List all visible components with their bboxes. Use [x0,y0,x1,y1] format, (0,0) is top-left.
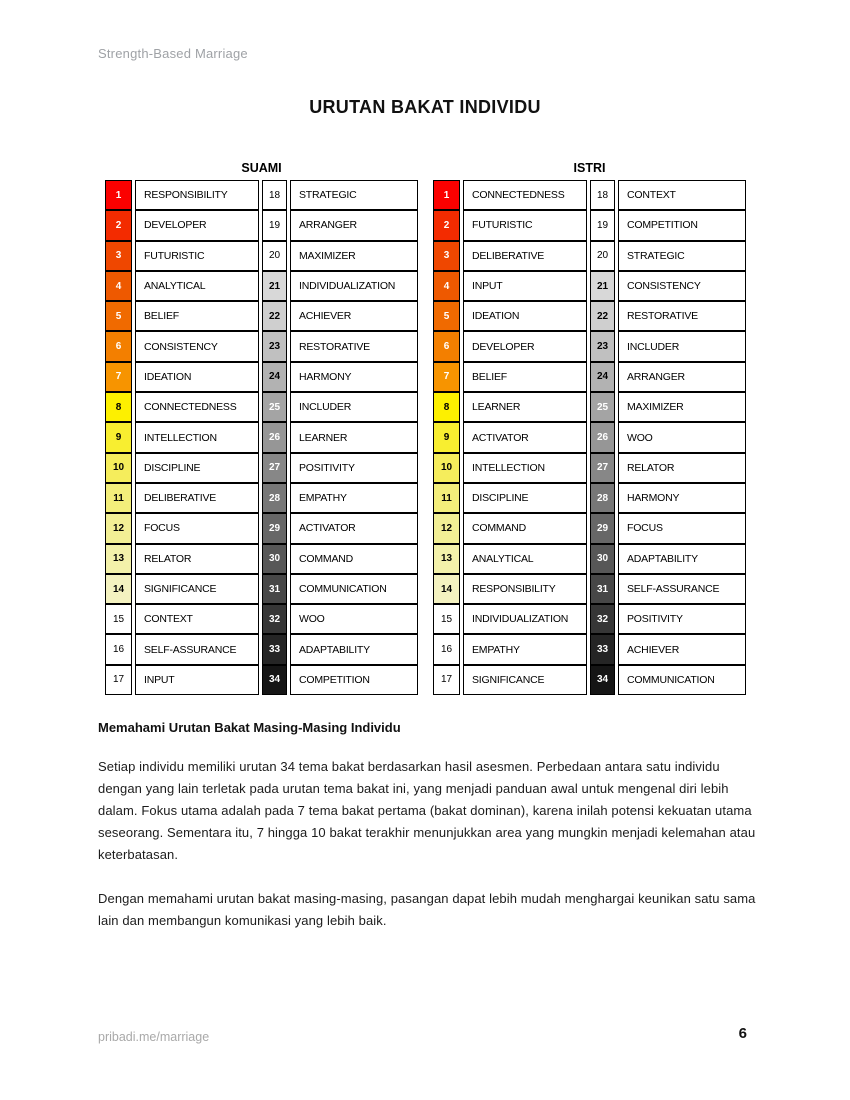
rank-cell: 1 [105,180,132,210]
rank-cell: 23 [590,331,615,361]
talent-name-cell: LEARNER [290,422,418,452]
rank-cell: 19 [262,210,287,240]
rank-cell: 24 [262,362,287,392]
rank-cell: 15 [433,604,460,634]
rank-cell: 7 [433,362,460,392]
rank-cell: 10 [105,453,132,483]
rank-cell: 25 [590,392,615,422]
talent-name-cell: INTELLECTION [463,453,587,483]
rank-cell: 11 [105,483,132,513]
rank-cell: 17 [105,665,132,695]
talent-name-cell: FOCUS [618,513,746,543]
rank-cell: 32 [590,604,615,634]
talent-name-cell: SIGNIFICANCE [135,574,259,604]
talent-name-cell: COMMAND [290,544,418,574]
rank-cell: 12 [433,513,460,543]
section-heading: Memahami Urutan Bakat Masing-Masing Individu [98,720,401,735]
talent-name-cell: CONTEXT [618,180,746,210]
talent-name-cell: ANALYTICAL [463,544,587,574]
talent-name-cell: EMPATHY [290,483,418,513]
talent-name-cell: ACTIVATOR [463,422,587,452]
talent-name-cell: COMPETITION [290,665,418,695]
talent-name-cell: COMMUNICATION [290,574,418,604]
rank-cell: 2 [433,210,460,240]
rank-cell: 34 [262,665,287,695]
talent-name-cell: MAXIMIZER [290,241,418,271]
talent-name-cell: IDEATION [135,362,259,392]
table-suami-header: SUAMI [241,161,282,175]
talent-name-cell: FOCUS [135,513,259,543]
talent-name-cell: STRATEGIC [290,180,418,210]
talent-name-cell: INPUT [135,665,259,695]
rank-cell: 11 [433,483,460,513]
talent-name-cell: RELATOR [135,544,259,574]
rank-cell: 5 [433,301,460,331]
table-istri-grid [433,180,746,695]
rank-cell: 14 [105,574,132,604]
talent-name-cell: CONNECTEDNESS [135,392,259,422]
talent-name-cell: EMPATHY [463,634,587,664]
rank-cell: 21 [590,271,615,301]
rank-cell: 27 [590,453,615,483]
talent-name-cell: LEARNER [463,392,587,422]
rank-cell: 18 [262,180,287,210]
rank-cell: 4 [105,271,132,301]
rank-cell: 16 [433,634,460,664]
rank-cell: 16 [105,634,132,664]
talent-name-cell: CONSISTENCY [618,271,746,301]
rank-cell: 26 [262,422,287,452]
talent-name-cell: DEVELOPER [135,210,259,240]
talent-name-cell: BELIEF [463,362,587,392]
page-number: 6 [738,1025,747,1042]
talent-name-cell: CONTEXT [135,604,259,634]
talent-name-cell: IDEATION [463,301,587,331]
table-suami [105,161,418,695]
talent-name-cell: ADAPTABILITY [290,634,418,664]
talent-rank-tables [105,161,746,695]
rank-cell: 6 [433,331,460,361]
rank-cell: 10 [433,453,460,483]
section-paragraph-2: Dengan memahami urutan bakat masing-masing, pasangan dapat lebih mudah menghargai keunikan satu sama lain dan membangun komunikasi yang lebih baik. [98,891,756,928]
talent-name-cell: MAXIMIZER [618,392,746,422]
talent-name-cell: DISCIPLINE [463,483,587,513]
rank-cell: 6 [105,331,132,361]
talent-name-cell: INCLUDER [618,331,746,361]
talent-name-cell: WOO [290,604,418,634]
rank-cell: 24 [590,362,615,392]
talent-name-cell: INDIVIDUALIZATION [463,604,587,634]
rank-cell: 3 [433,241,460,271]
rank-cell: 8 [105,392,132,422]
talent-name-cell: POSITIVITY [618,604,746,634]
rank-cell: 26 [590,422,615,452]
talent-name-cell: WOO [618,422,746,452]
footer-link[interactable]: pribadi.me/marriage [98,1030,210,1044]
talent-name-cell: ADAPTABILITY [618,544,746,574]
rank-cell: 32 [262,604,287,634]
talent-name-cell: SIGNIFICANCE [463,665,587,695]
rank-cell: 8 [433,392,460,422]
rank-cell: 5 [105,301,132,331]
rank-cell: 22 [590,301,615,331]
rank-cell: 1 [433,180,460,210]
rank-cell: 9 [433,422,460,452]
talent-name-cell: BELIEF [135,301,259,331]
rank-cell: 28 [262,483,287,513]
talent-name-cell: ACTIVATOR [290,513,418,543]
talent-name-cell: RESTORATIVE [290,331,418,361]
talent-name-cell: INTELLECTION [135,422,259,452]
talent-name-cell: RESPONSIBILITY [135,180,259,210]
rank-cell: 19 [590,210,615,240]
talent-name-cell: INDIVIDUALIZATION [290,271,418,301]
document-header-label: Strength-Based Marriage [98,46,248,61]
rank-cell: 30 [262,544,287,574]
rank-cell: 12 [105,513,132,543]
talent-name-cell: DELIBERATIVE [463,241,587,271]
rank-cell: 30 [590,544,615,574]
rank-cell: 28 [590,483,615,513]
talent-name-cell: HARMONY [290,362,418,392]
rank-cell: 21 [262,271,287,301]
talent-name-cell: CONSISTENCY [135,331,259,361]
table-istri [433,161,746,695]
rank-cell: 29 [262,513,287,543]
rank-cell: 13 [433,544,460,574]
talent-name-cell: RESPONSIBILITY [463,574,587,604]
talent-name-cell: DELIBERATIVE [135,483,259,513]
talent-name-cell: INCLUDER [290,392,418,422]
rank-cell: 9 [105,422,132,452]
rank-cell: 20 [262,241,287,271]
rank-cell: 25 [262,392,287,422]
talent-name-cell: STRATEGIC [618,241,746,271]
talent-name-cell: DISCIPLINE [135,453,259,483]
talent-name-cell: COMMAND [463,513,587,543]
talent-name-cell: COMPETITION [618,210,746,240]
talent-name-cell: COMMUNICATION [618,665,746,695]
rank-cell: 13 [105,544,132,574]
rank-cell: 7 [105,362,132,392]
talent-name-cell: SELF-ASSURANCE [618,574,746,604]
talent-name-cell: ACHIEVER [618,634,746,664]
table-istri-header: ISTRI [573,161,606,175]
rank-cell: 3 [105,241,132,271]
talent-name-cell: ARRANGER [618,362,746,392]
table-suami-grid [105,180,418,695]
rank-cell: 23 [262,331,287,361]
rank-cell: 33 [262,634,287,664]
talent-name-cell: FUTURISTIC [135,241,259,271]
talent-name-cell: RESTORATIVE [618,301,746,331]
rank-cell: 18 [590,180,615,210]
section-paragraph-1: Setiap individu memiliki urutan 34 tema bakat berdasarkan hasil asesmen. Perbedaan antara satu individu dengan yang lain terletak pada urutan tema bakat ini, yang menjadi panduan awal untuk mengenal diri lebih dalam. Fokus utama adalah pada 7 tema bakat pertama (bakat dominan), karena inilah potensi kekuatan utama seseorang. Sementara itu, 7 hingga 10 bakat terakhir menunjukkan area yang mungkin menjadi kelemahan atau keterbatasan. [98,759,756,862]
rank-cell: 20 [590,241,615,271]
talent-name-cell: FUTURISTIC [463,210,587,240]
talent-name-cell: POSITIVITY [290,453,418,483]
rank-cell: 22 [262,301,287,331]
rank-cell: 34 [590,665,615,695]
talent-name-cell: SELF-ASSURANCE [135,634,259,664]
explanation-section [98,720,756,954]
talent-name-cell: INPUT [463,271,587,301]
talent-name-cell: ANALYTICAL [135,271,259,301]
talent-name-cell: CONNECTEDNESS [463,180,587,210]
rank-cell: 27 [262,453,287,483]
talent-name-cell: RELATOR [618,453,746,483]
rank-cell: 4 [433,271,460,301]
talent-name-cell: ARRANGER [290,210,418,240]
rank-cell: 2 [105,210,132,240]
rank-cell: 29 [590,513,615,543]
talent-name-cell: HARMONY [618,483,746,513]
rank-cell: 15 [105,604,132,634]
rank-cell: 31 [590,574,615,604]
rank-cell: 33 [590,634,615,664]
page-title: URUTAN BAKAT INDIVIDU [309,97,541,117]
talent-name-cell: ACHIEVER [290,301,418,331]
rank-cell: 31 [262,574,287,604]
rank-cell: 14 [433,574,460,604]
rank-cell: 17 [433,665,460,695]
talent-name-cell: DEVELOPER [463,331,587,361]
